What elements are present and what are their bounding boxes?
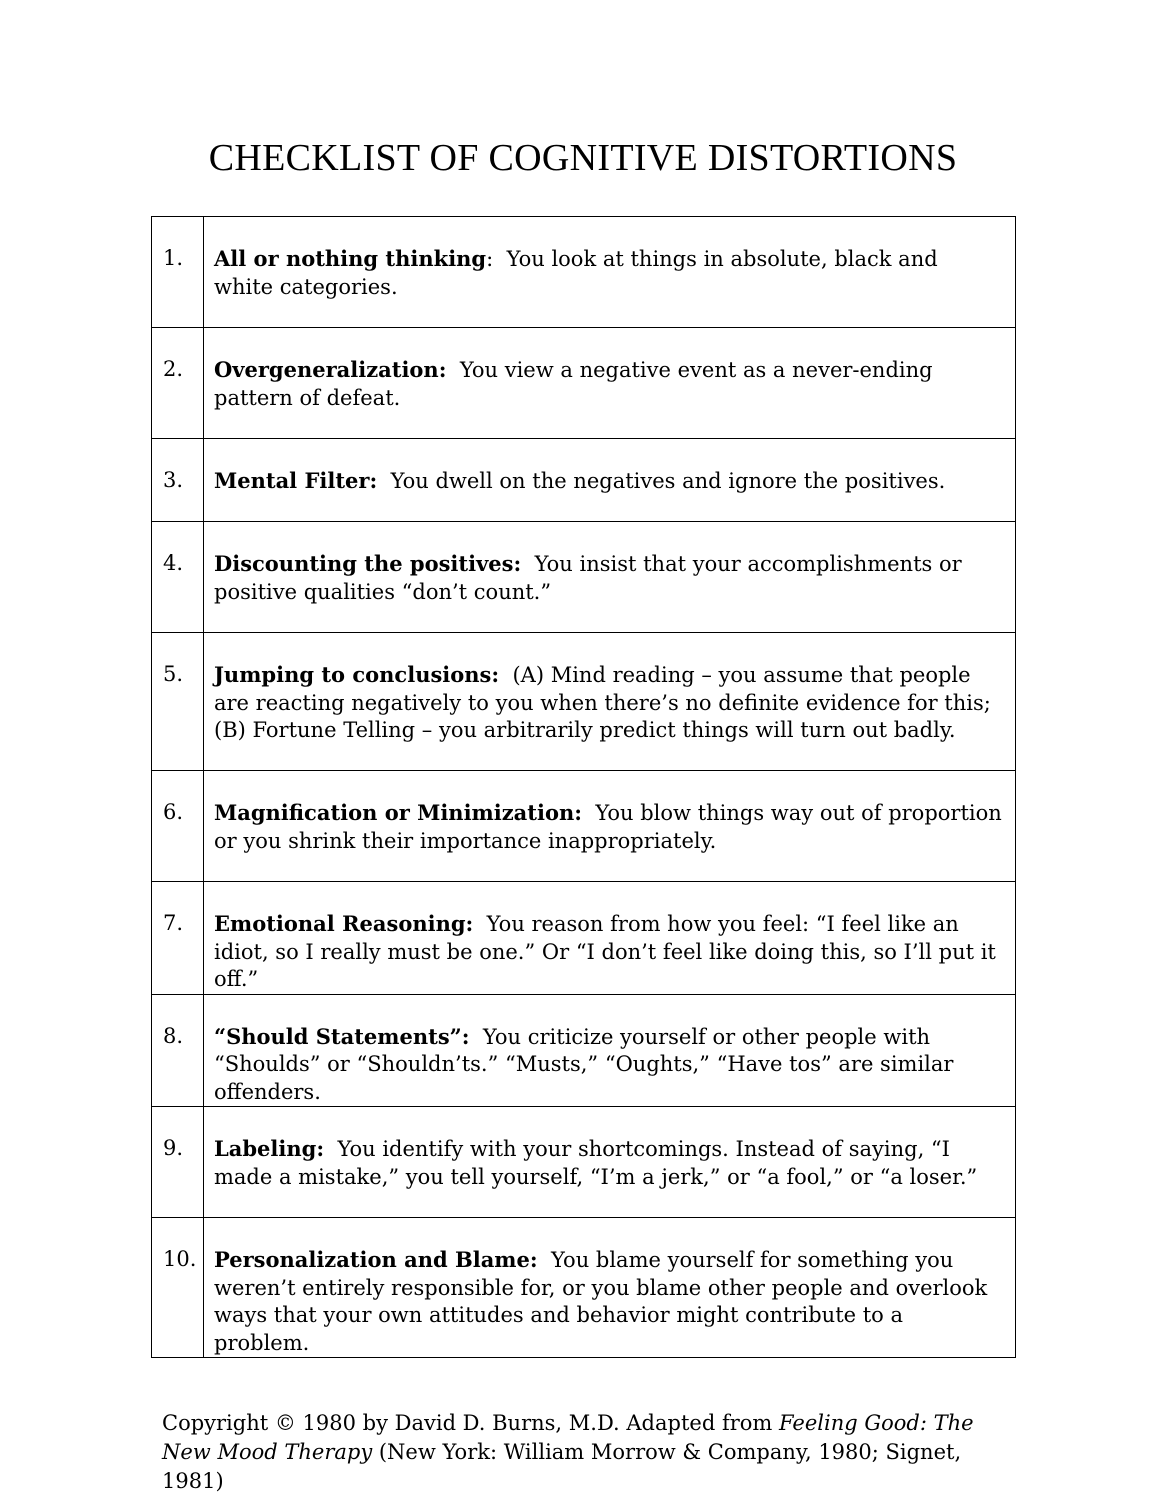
item-separator [446, 358, 459, 382]
table-row [152, 633, 1016, 771]
footer-publisher: (New York: William Morrow & Company, 1980; Signet, 1981) [162, 1440, 962, 1493]
item-description: You identify with your shortcomings. Instead of saying, “I made a mistake,” you tell yourself, “I’m a jerk,” or “a fool,” or “a loser.” [214, 1137, 978, 1189]
item-number: 6. [163, 800, 184, 824]
item-separator [470, 1025, 483, 1049]
item-text [214, 882, 1003, 994]
item-description: You insist that your accomplishments or positive qualities “don’t count.” [214, 552, 962, 604]
item-text [214, 217, 1003, 301]
item-number: 2. [163, 357, 184, 381]
table-row [152, 522, 1016, 633]
item-text [214, 522, 1003, 606]
item-description: You criticize yourself or other people with “Shoulds” or “Shouldn’ts.” “Musts,” “Oughts,” “Have tos” are similar offenders. [214, 1024, 954, 1104]
item-number: 10. [163, 1247, 197, 1271]
item-number: 8. [163, 1023, 184, 1048]
table-row [152, 882, 1016, 995]
item-term: “Should Statements”: [214, 1023, 470, 1049]
item-term: Overgeneralization: [214, 357, 447, 382]
item-text [214, 1218, 1003, 1357]
item-description: You view a negative event as a never-ending pattern of defeat. [214, 358, 933, 410]
item-number: 7. [163, 911, 184, 935]
item-term: Personalization and Blame: [214, 1247, 538, 1272]
item-number: 1. [163, 246, 184, 270]
item-term: Emotional Reasoning: [214, 911, 474, 936]
table-row [152, 1218, 1016, 1358]
table-row [152, 771, 1016, 882]
item-text [214, 771, 1003, 855]
item-separator [324, 1137, 337, 1161]
item-term: Jumping to conclusions: [214, 662, 500, 687]
item-separator [377, 469, 390, 493]
table-row [152, 439, 1016, 522]
item-separator [473, 912, 486, 936]
item-text [214, 633, 1003, 745]
item-text [214, 328, 1003, 412]
item-description: You blow things way out of proportion or you shrink their importance inappropriately. [214, 801, 1002, 853]
item-text [214, 439, 1003, 496]
copyright-footer [162, 1409, 1002, 1496]
item-number: 3. [163, 468, 184, 492]
item-description: You reason from how you feel: “I feel like an idiot, so I really must be one.” Or “I don’t feel like doing this, so I’ll put it off.” [214, 912, 996, 991]
page-title: CHECKLIST OF COGNITIVE DISTORTIONS [208, 137, 958, 179]
item-description: (A) Mind reading – you assume that people are reacting negatively to you when there’s no definite evidence for this; (B) Fortune Telling – you arbitrarily predict things will turn out badly. [214, 663, 991, 742]
table-row [152, 1107, 1016, 1218]
item-description: You dwell on the negatives and ignore the positives. [390, 469, 946, 493]
item-separator: : [486, 247, 507, 271]
item-term: Discounting the positives: [214, 551, 522, 576]
distortions-table [151, 216, 1016, 1358]
item-term: Mental Filter: [214, 468, 378, 493]
table-row [152, 217, 1016, 328]
item-text [214, 1107, 1003, 1191]
item-term: Labeling: [214, 1136, 325, 1161]
book-title: Feeling Good: The New Mood Therapy [162, 1411, 974, 1464]
item-separator [538, 1248, 551, 1272]
item-number: 4. [163, 551, 184, 575]
item-description: You look at things in absolute, black and white categories. [214, 247, 938, 299]
item-term: Magnification or Minimization: [214, 800, 582, 825]
item-number: 5. [163, 662, 184, 686]
item-term: All or nothing thinking [214, 246, 487, 271]
item-separator [582, 801, 595, 825]
item-separator [521, 552, 534, 576]
item-description: You blame yourself for something you weren’t entirely responsible for, or you blame other people and overlook ways that your own attitudes and behavior might contribute to a problem. [214, 1248, 988, 1355]
footer-text: Copyright © 1980 by David D. Burns, M.D. Adapted from [162, 1411, 779, 1435]
item-number: 9. [163, 1136, 184, 1160]
table-row [152, 994, 1016, 1107]
table-row [152, 328, 1016, 439]
item-text [214, 995, 1003, 1107]
item-separator [499, 663, 512, 687]
